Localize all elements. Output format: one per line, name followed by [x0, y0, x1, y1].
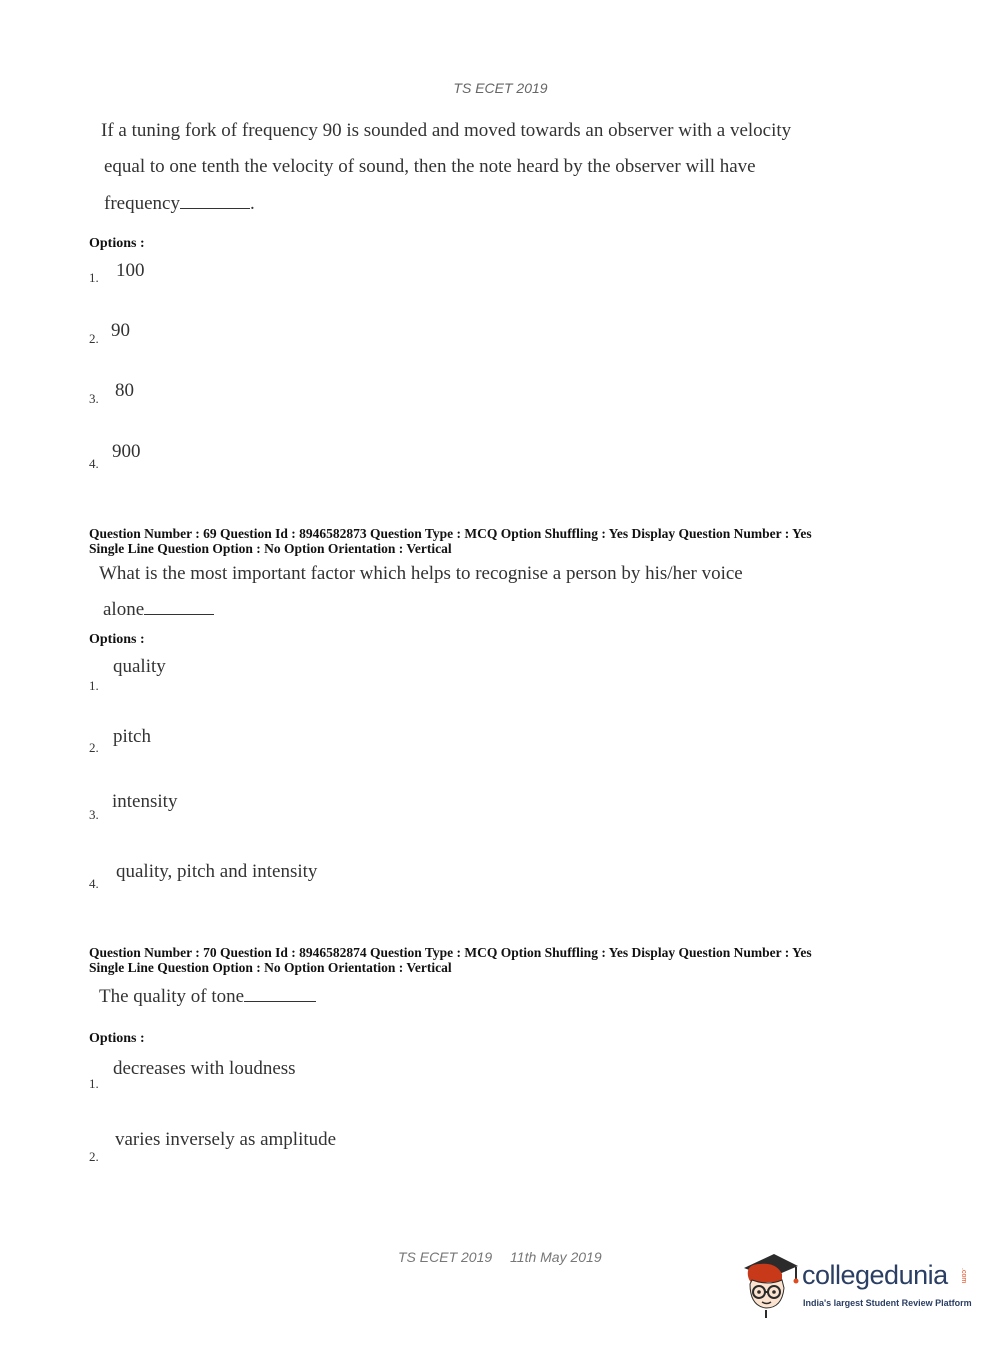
option-2-value: 90 — [111, 320, 130, 341]
page-footer — [398, 1249, 616, 1265]
answer-blank — [144, 613, 214, 615]
option-number: 1. — [89, 270, 99, 285]
question-68-line-3-text: frequency — [104, 193, 180, 214]
question-68-line-3 — [104, 193, 255, 215]
option-2-value: varies inversely as amplitude — [115, 1129, 337, 1150]
logo-tagline: India's largest Student Review Platform — [803, 1298, 972, 1308]
question-69-line-2 — [103, 599, 214, 621]
option-number: 3. — [89, 391, 99, 406]
option-number: 1. — [89, 1076, 99, 1091]
question-69-meta-line-2: Single Line Question Option : No Option Orientation : Vertical — [89, 541, 452, 556]
collegedunia-logo — [740, 1250, 970, 1320]
question-70-line-1-text: The quality of tone — [99, 986, 245, 1007]
question-68-line-1: If a tuning fork of frequency 90 is sounded and moved towards an observer with a velocity — [101, 120, 792, 141]
question-70-meta-line-2: Single Line Question Option : No Option Orientation : Vertical — [89, 960, 452, 975]
logo-wordmark: collegedunia — [802, 1260, 948, 1290]
question-70-meta-line-1: Question Number : 70 Question Id : 8946582874 Question Type : MCQ Option Shuffling : Yes Display Question Number : Yes — [89, 945, 812, 960]
option-4-value: 900 — [112, 441, 141, 462]
options-label: Options : — [89, 236, 145, 251]
option-3-value: 80 — [115, 380, 134, 401]
option-number: 2. — [89, 331, 99, 346]
footer-exam: TS ECET 2019 — [398, 1249, 493, 1265]
option-number: 4. — [89, 876, 99, 891]
answer-blank — [244, 1000, 316, 1002]
option-number: 2. — [89, 740, 99, 755]
question-69-meta-line-1: Question Number : 69 Question Id : 8946582873 Question Type : MCQ Option Shuffling : Yes Display Question Number : Yes — [89, 526, 812, 541]
options-label: Options : — [89, 1031, 145, 1046]
option-3-value: intensity — [112, 791, 178, 812]
option-4-value: quality, pitch and intensity — [116, 861, 318, 882]
option-number: 2. — [89, 1149, 99, 1164]
question-70-line-1 — [99, 986, 316, 1008]
options-label: Options : — [89, 632, 145, 647]
page-header: TS ECET 2019 — [453, 80, 548, 96]
question-69-line-2-text: alone — [103, 599, 145, 620]
option-number: 3. — [89, 807, 99, 822]
footer-date: 11th May 2019 — [510, 1249, 602, 1265]
option-2-value: pitch — [113, 726, 151, 747]
option-1-value: decreases with loudness — [113, 1058, 296, 1079]
option-1-value: 100 — [116, 260, 145, 281]
option-number: 4. — [89, 456, 99, 471]
logo-domain-suffix: .com — [960, 1268, 967, 1284]
option-number: 1. — [89, 678, 99, 693]
graduate-mascot-icon — [740, 1250, 800, 1320]
question-68-line-2: equal to one tenth the velocity of sound, then the note heard by the observer will have — [104, 156, 756, 177]
answer-blank — [180, 207, 250, 209]
question-68-line-3-end: . — [249, 193, 255, 214]
option-1-value: quality — [113, 656, 166, 677]
question-69-line-1: What is the most important factor which helps to recognise a person by his/her voice — [99, 563, 743, 584]
